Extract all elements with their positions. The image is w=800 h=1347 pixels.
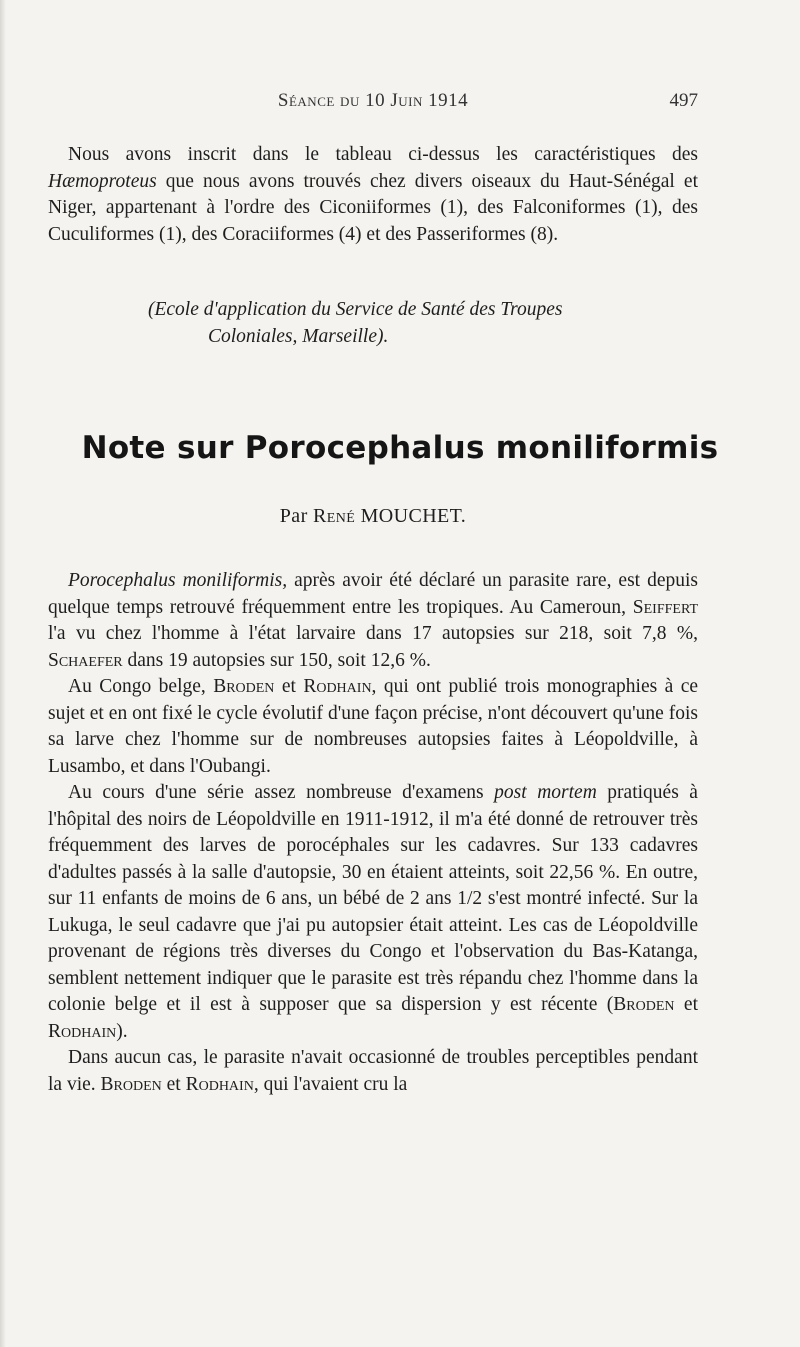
author-ref-broden-3: Broden [100,1073,162,1095]
intro-text-b: que nous avons trouvés chez divers oiseaux du Haut-Sénégal et Niger, appartenant à l'ordre des Ciconiiformes (1), des Falconiformes (1), des Cuculiformes (1), des Coraciiformes (4) et des Passeriformes (8). [48,170,698,245]
p3-text-c: et [674,994,699,1015]
p4-text-a: Dans aucun cas, le parasite n'avait occasionné de troubles perceptibles pendant la vie. [48,1047,698,1095]
page-gutter-shadow [0,0,6,1347]
p3-text-d: ). [116,1020,128,1042]
author-ref-rodhain-3: Rodhain, [185,1073,259,1095]
author-ref-rodhain: Rodhain, [303,676,377,697]
author-ref-broden-2: Broden [613,994,675,1015]
author-first-name: René [313,505,356,527]
p2-text-b: et [274,676,304,697]
running-head-title: Séance du 10 Juin 1914 [277,90,469,111]
body-paragraph-3 [48,780,698,1045]
author-ref-seiffert: Seiffert [632,596,698,618]
affiliation [48,296,698,350]
intro-paragraph-block [48,142,698,248]
species-name-italic: Porocephalus moniliformis, [68,570,288,591]
author-ref-rodhain-2: Rodhain [48,1020,117,1042]
article-body [48,568,698,1098]
p4-text-c: qui l'avaient cru la [258,1073,408,1095]
p2-text-c: qui ont publié trois monographies à ce sujet et en ont fixé le cycle évolutif d'une façon précise, n'ont découvert qu'une fois sa larve chez l'homme sur de nombreuses autopsies faites à Léopoldville, à Lusambo, et dans l'Oubangi. [48,676,699,777]
affiliation-line-2: Coloniales, Marseille). [208,326,389,347]
affiliation-line-1: (Ecole d'application du Service de Santé des Troupes [148,299,563,320]
byline [48,505,698,528]
author-last-name: MOUCHET. [360,505,467,527]
author-ref-schaefer: Schaefer [48,649,123,671]
body-paragraph-4 [48,1045,698,1098]
p3-text-a: Au cours d'une série assez nombreuse d'examens [68,782,495,803]
byline-prefix: Par [279,505,314,527]
author-ref-broden: Broden [213,676,275,697]
p1-text-b: l'a vu chez l'homme à l'état larvaire dans 17 autopsies sur 218, soit 7,8 %, [48,623,698,644]
intro-text-a: Nous avons inscrit dans le tableau ci-dessus les caractéristiques des [68,144,698,165]
body-paragraph-1 [48,568,698,674]
running-head [48,90,698,118]
intro-paragraph [48,142,698,248]
p1-text-c: dans 19 autopsies sur 150, soit 12,6 %. [122,649,431,671]
page-number: 497 [669,90,698,111]
p4-text-b: et [161,1073,186,1095]
post-mortem-italic: post mortem [494,782,597,803]
p3-text-b: pratiqués à l'hôpital des noirs de Léopoldville en 1911-1912, il m'a été donné de retrouver très fréquemment des larves de porocéphales sur les cadavres. Sur 133 cadavres d'adultes passés à la salle d'autopsie, 30 en étaient atteints, soit 22,56 %. En outre, sur 11 enfants de moins de 6 ans, un bébé de 2 ans 1/2 s'est montré infecté. Sur la Lukuga, le seul cadavre que j'ai pu autopsier était atteint. Les cas de Léopoldville provenant de régions très diverses du Congo et l'observation du Bas-Katanga, semblent nettement indiquer que le parasite est très répandu chez l'homme dans la colonie belge et il est à supposer que sa dispersion y est récente ( [48,782,698,1015]
p2-text-a: Au Congo belge, [68,676,214,697]
article-title: Note sur Porocephalus moniliformis [81,430,719,466]
intro-genus-italic: Hæmoproteus [48,170,157,192]
body-paragraph-2 [48,674,698,780]
p1-text-a: après avoir été déclaré un parasite rare, est depuis quelque temps retrouvé fréquemment entre les tropiques. Au Cameroun, [48,570,698,618]
